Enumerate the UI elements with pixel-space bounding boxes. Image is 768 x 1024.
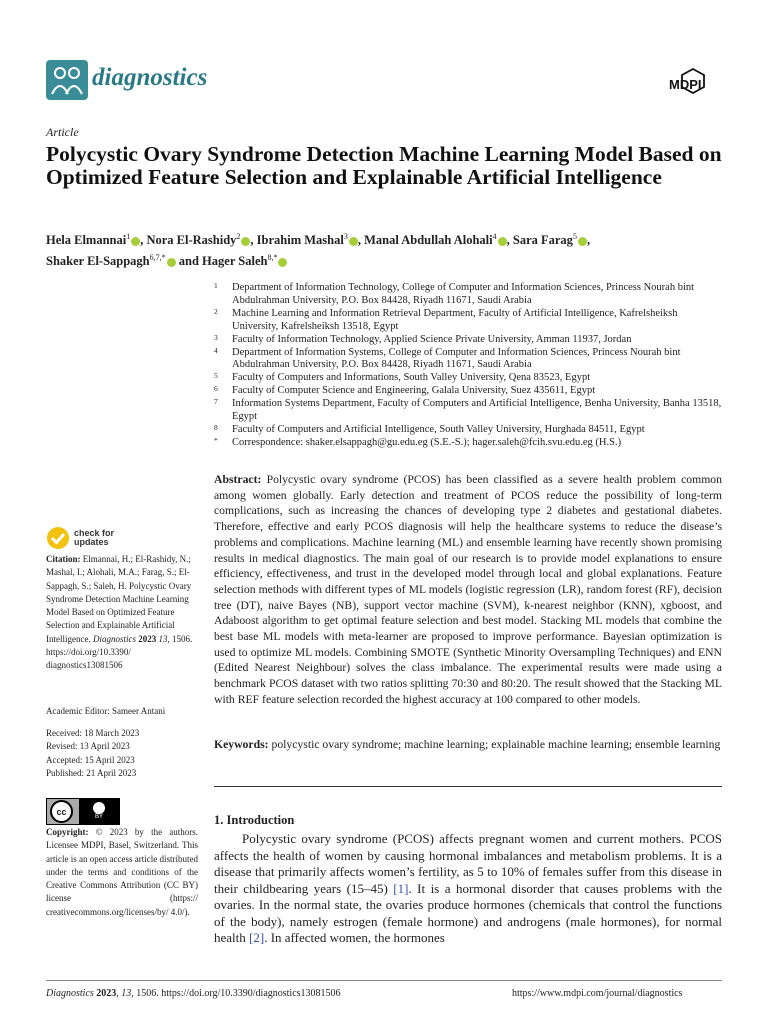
date-received: Received: 18 March 2023 — [46, 728, 140, 738]
by-person-icon — [93, 802, 105, 814]
affiliation-text: Faculty of Information Technology, Applied Science Private University, Amman 11937, Jordan — [232, 333, 632, 345]
affiliation-item — [214, 308, 726, 334]
affiliation-item — [214, 398, 726, 424]
author-separator: and — [175, 254, 203, 269]
citation-label: Citation: — [46, 554, 81, 564]
orcid-icon[interactable] — [498, 237, 507, 246]
citation-journal: Diagnostics — [92, 633, 136, 644]
author-separator: , — [506, 233, 513, 248]
check-updates-line1: check for — [74, 528, 115, 538]
affiliation-text: Department of Information Technology, College of Computer and Information Sciences, Princess Nourah bint Abdulrahman University, P.O. Box 84428, Riyadh 11671, Saudi Arabia — [232, 282, 695, 306]
affiliation-text: Department of Information Systems, College of Computer and Information Sciences, Princess Nourah bint Abdulrahman University, P.O. Box 84428, Riyadh 11671, Saudi Arabia — [232, 346, 681, 371]
author-affiliation-sup: 1 — [126, 232, 131, 241]
affiliation-text: Faculty of Computers and Artificial Intelligence, South Valley University, Hurghada 84511, Egypt — [232, 423, 645, 435]
footer-divider — [46, 980, 722, 981]
citation-text: Elmannai, H.; El-Rashidy, N.; Mashal, I.; Alohali, M.A.; Farag, S.; El-Sappagh, S.; Saleh, H. Polycystic Ovary Syndrome Detection Machine Learning Model Based on Optimized Feature Selection and Explainable Artificial Intelligence. — [46, 554, 192, 644]
affiliation-number: 4 — [214, 345, 218, 355]
affiliation-text: Information Systems Department, Faculty of Computers and Artificial Intelligence, Benha University, Banha 13518, Egypt — [232, 398, 722, 423]
author-affiliation-sup: 3 — [343, 232, 348, 241]
check-for-updates-badge[interactable] — [46, 526, 114, 550]
affiliation-number: 7 — [214, 397, 218, 407]
article-type: Article — [46, 125, 79, 139]
abstract-text: Polycystic ovary syndrome (PCOS) has been classified as a severe health problem common among women globally. Early detection and treatment of PCOS reduce the possibility of long-term complications, such as increasing the chances of developing type 2 diabetes and gestational diabetes. Therefore, effective and early PCOS diagnosis will help the healthcare systems to reduce the disease’s problems and complications. Machine learning (ML) and ensemble learning have recently shown promising results in medical diagnostics. The main goal of our research is to provide model explanations to ensure efficiency, effectiveness, and trust in the developed model through local and global explanations. Feature selection methods with different types of ML models (logistic regression (LR), random forest (RF), decision tree (DT), naive Bayes (NB), support vector machine (SVM), k-nearest neighbor (KNN), xgboost, and Adaboost algorithm to get optimal feature selection and best model. Stacking ML models that combine the best base ML models with meta-learner are proposed to improve performance. Bayesian optimization is used to optimize ML models. Combining SMOTE (Synthetic Minority Oversampling Techniques) and ENN (Edited Nearest Neighbour) solves the class imbalance. The experimental results were made using a benchmark PCOS dataset with two ratios splitting 70:30 and 80:20. The result showed that the Stacking ML with REF feature selection recorded the highest accuracy at 100 compared to other models. — [214, 473, 722, 706]
citation-year: 2023 — [138, 633, 157, 644]
author-separator: , — [140, 233, 147, 248]
author-affiliation-sup: 8,* — [267, 253, 278, 263]
footer-journal: Diagnostics — [46, 988, 94, 999]
orcid-icon[interactable] — [578, 237, 587, 246]
affiliation-item — [214, 347, 726, 373]
author-name[interactable]: Hager Saleh — [202, 254, 268, 269]
author-affiliation-sup: 6,7,* — [149, 253, 166, 263]
journal-name: diagnostics — [92, 64, 208, 91]
orcid-icon[interactable] — [167, 258, 176, 267]
affiliation-number: 6 — [214, 384, 218, 394]
orcid-icon[interactable] — [278, 258, 287, 267]
orcid-icon[interactable] — [131, 237, 140, 246]
introduction-paragraph — [214, 831, 722, 947]
date-published: Published: 21 April 2023 — [46, 767, 137, 778]
footer-journal-url[interactable]: https://www.mdpi.com/journal/diagnostics — [512, 988, 683, 999]
abstract-label: Abstract: — [214, 473, 262, 486]
author-separator: , — [586, 233, 591, 248]
author-name[interactable]: Shaker El-Sappagh — [46, 254, 150, 269]
author-name[interactable]: Sara Farag — [512, 233, 573, 248]
affiliation-number: 3 — [214, 332, 218, 342]
section-heading-introduction: 1. Introduction — [214, 813, 295, 827]
affiliation-number: 2 — [214, 306, 218, 316]
citation-doi[interactable]: 1506. https://doi.org/10.3390/ diagnostics13081506 — [46, 633, 193, 671]
reference-link[interactable]: [2] — [249, 930, 265, 945]
page-title: Polycystic Ovary Syndrome Detection Machine Learning Model Based on Optimized Feature Selection and Explainable Artificial Intelligence — [46, 142, 722, 189]
copyright-text: © 2023 by the authors. Licensee MDPI, Basel, Switzerland. This article is an open access article distributed under the terms and conditions of the Creative Commons Attribution (CC BY) license (https:// creativecommons.org/licenses/by/ 4.0/). — [46, 827, 199, 917]
intro-text-1: Polycystic ovary syndrome (PCOS) affects pregnant women and current mothers. PCOS affects the health of women by causing hormonal imbalances and metabolism problems. It is a disease that primarily affects women’s fertility, as 5 to 10% of females suffer from this disease in their childbearing years (15–45) — [214, 831, 722, 896]
check-updates-icon — [46, 526, 70, 550]
author-separator: , — [250, 233, 257, 248]
check-updates-line2: updates — [74, 537, 109, 547]
author-affiliation-sup: 2 — [236, 232, 241, 241]
date-revised: Revised: 13 April 2023 — [46, 741, 130, 752]
citation-volume: 13, — [158, 633, 170, 644]
journal-logo-icon — [46, 60, 88, 100]
citation-block — [46, 553, 198, 673]
footer-year: 2023 — [96, 988, 117, 999]
footer-doi[interactable]: , 1506. https://doi.org/10.3390/diagnostics13081506 — [131, 988, 341, 999]
affiliation-number: * — [214, 435, 218, 445]
copyright-label: Copyright: — [46, 827, 89, 837]
publication-dates — [46, 727, 198, 780]
affiliation-text: Faculty of Computer Science and Engineering, Galala University, Suez 435611, Egypt — [232, 385, 596, 397]
cc-by-license-badge[interactable] — [46, 798, 120, 825]
affiliation-text: Machine Learning and Information Retrieval Department, Faculty of Artificial Intelligence, Kafrelsheiksh University, Kafrelsheiksh 13518, Egypt — [232, 307, 678, 332]
orcid-icon[interactable] — [349, 237, 358, 246]
affiliation-item — [214, 372, 726, 385]
affiliation-item — [214, 424, 726, 437]
affiliation-number: 1 — [214, 281, 218, 290]
date-accepted: Accepted: 15 April 2023 — [46, 754, 135, 765]
copyright-block — [46, 826, 198, 919]
keywords-text: polycystic ovary syndrome; machine learning; explainable machine learning; ensemble learning — [271, 738, 721, 751]
affiliation-text: Faculty of Computers and Informations, South Valley University, Qena 83523, Egypt — [232, 372, 591, 384]
author-separator: , — [357, 233, 365, 248]
author-name[interactable]: Nora El-Rashidy — [146, 233, 237, 248]
affiliation-number: 8 — [214, 422, 218, 432]
footer-citation: Diagnostics 2023, 13, 1506. https://doi.org/10.3390/diagnostics13081506 — [46, 988, 341, 999]
intro-text-3: . In affected women, the hormones — [264, 930, 445, 945]
author-affiliation-sup: 4 — [492, 232, 497, 241]
author-name[interactable]: Manal Abdullah Alohali — [364, 233, 493, 248]
affiliation-list — [214, 282, 726, 450]
affiliation-item — [214, 282, 726, 308]
affiliation-text: Correspondence: shaker.elsappagh@gu.edu.eg (S.E.-S.); hager.saleh@fcih.svu.edu.eg (H.S.) — [232, 436, 622, 448]
affiliation-number: 5 — [214, 371, 218, 381]
academic-editor: Academic Editor: Sameer Antani — [46, 706, 166, 716]
author-name[interactable]: Hela Elmannai — [46, 233, 127, 248]
author-affiliation-sup: 5 — [572, 232, 577, 241]
affiliation-item — [214, 334, 726, 347]
footer-volume: 13 — [121, 988, 132, 999]
keywords-label: Keywords: — [214, 738, 269, 751]
author-list — [46, 228, 726, 270]
affiliation-item — [214, 437, 726, 450]
intro-text-2: . It is a hormonal disorder that causes problems with the ovaries. In the normal state, the ovaries produce hormones (chemicals that control the functions of the body), namely estrogen (female hormone) and androgens (male hormones), for normal health — [214, 880, 722, 945]
keywords — [214, 737, 722, 753]
section-divider — [214, 786, 722, 787]
affiliation-item — [214, 385, 726, 398]
author-name[interactable]: Ibrahim Mashal — [256, 233, 344, 248]
abstract — [214, 472, 722, 708]
publisher-logo-text: MDPI — [669, 77, 702, 92]
cc-icon: cc — [50, 800, 73, 823]
by-label: BY — [94, 814, 103, 820]
reference-link[interactable]: [1] — [393, 880, 409, 896]
